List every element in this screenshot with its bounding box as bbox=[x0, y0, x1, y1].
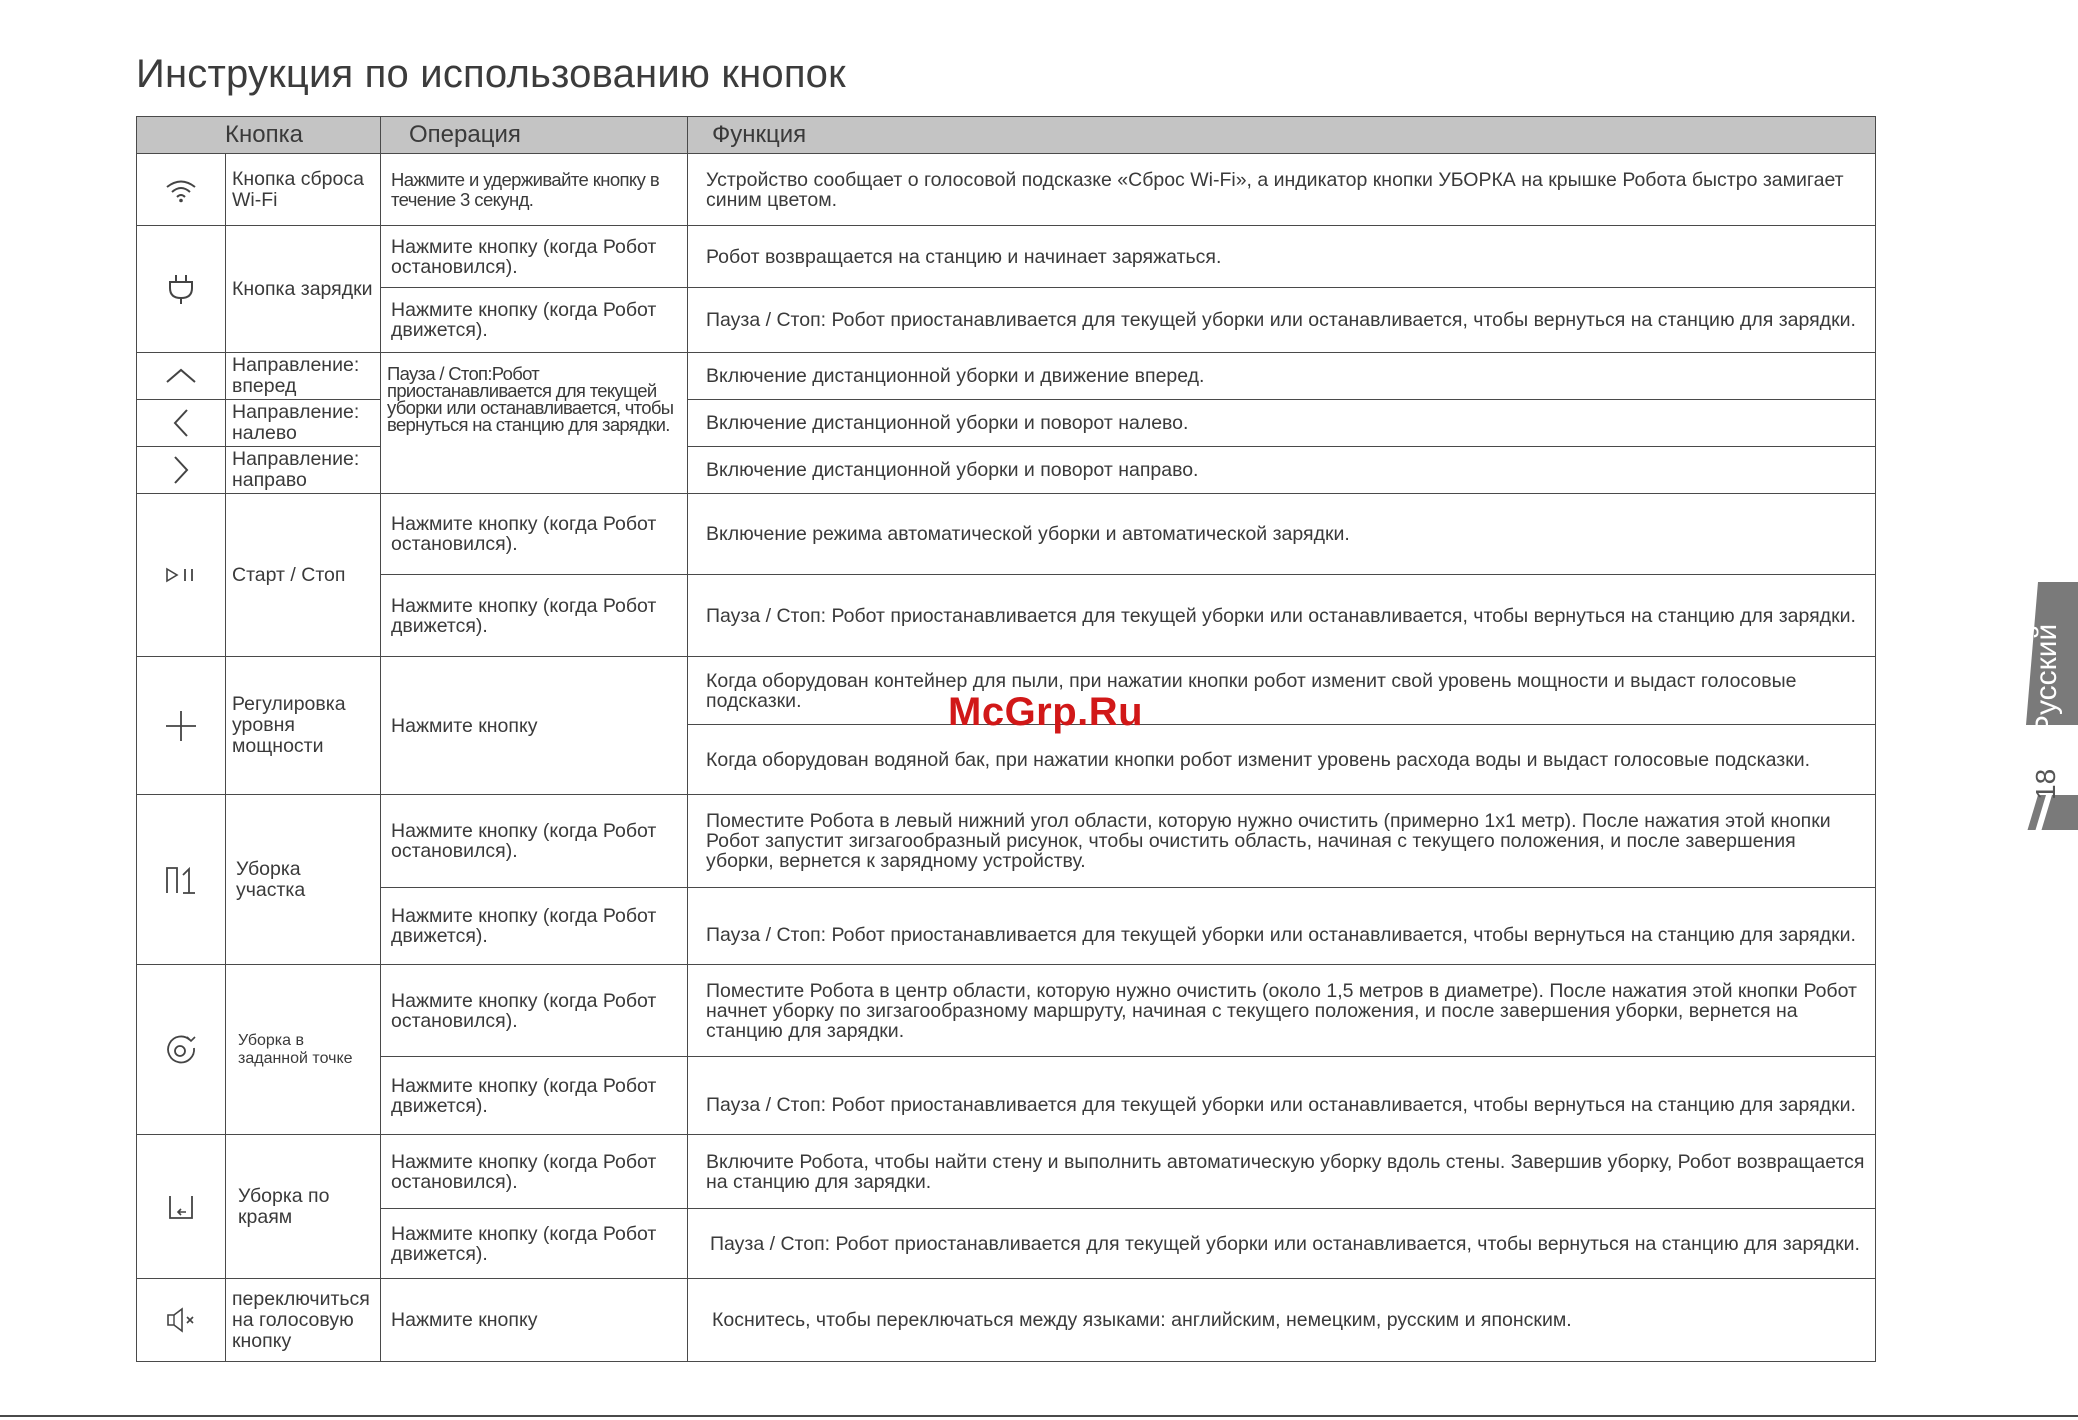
operation-cell: Нажмите кнопку bbox=[381, 1279, 688, 1362]
plus-icon bbox=[137, 657, 226, 795]
function-cell: Когда оборудован водяной бак, при нажатии кнопки робот изменит уровень расхода воды и выдаст голосовые подсказки. bbox=[688, 725, 1876, 795]
header-function: Функция bbox=[688, 117, 1876, 154]
operation-cell: Нажмите кнопку (когда Робот остановился). bbox=[381, 226, 688, 288]
play-pause-icon bbox=[137, 494, 226, 657]
table-row bbox=[137, 1279, 1876, 1362]
operation-cell: Пауза / Стоп:Робот приостанавливается для текущей уборки или останавливается, чтобы вернуться на станцию для зарядки. bbox=[381, 353, 688, 494]
button-name: Направление: вперед bbox=[226, 353, 381, 400]
function-cell: Включение дистанционной уборки и движение вперед. bbox=[688, 353, 1876, 400]
table-row bbox=[137, 795, 1876, 888]
operation-cell: Нажмите кнопку (когда Робот остановился). bbox=[381, 494, 688, 575]
table-row bbox=[137, 888, 1876, 965]
chevron-left-icon bbox=[137, 400, 226, 447]
language-label: Русский bbox=[2030, 623, 2063, 735]
table-row bbox=[137, 965, 1876, 1057]
function-cell: Коснитесь, чтобы переключаться между языками: английским, немецким, русским и японским. bbox=[688, 1279, 1876, 1362]
table-row bbox=[137, 575, 1876, 657]
operation-cell: Нажмите кнопку (когда Робот остановился). bbox=[381, 795, 688, 888]
function-cell: Включение режима автоматической уборки и автоматической зарядки. bbox=[688, 494, 1876, 575]
function-cell: Пауза / Стоп: Робот приостанавливается для текущей уборки или останавливается, чтобы вернуться на станцию для зарядки. bbox=[688, 1209, 1876, 1279]
function-cell: Включите Робота, чтобы найти стену и выполнить автоматическую уборку вдоль стены. Завершив уборку, Робот возвращается на станцию для зарядки. bbox=[688, 1135, 1876, 1209]
operation-cell: Нажмите кнопку (когда Робот движется). bbox=[381, 1209, 688, 1279]
page-number: 18 bbox=[2030, 768, 2061, 800]
bottom-divider bbox=[0, 1415, 2078, 1417]
function-cell: Пауза / Стоп: Робот приостанавливается для текущей уборки или останавливается, чтобы вернуться на станцию для зарядки. bbox=[688, 288, 1876, 353]
function-cell: Пауза / Стоп: Робот приостанавливается для текущей уборки или останавливается, чтобы вернуться на станцию для зарядки. bbox=[688, 1057, 1876, 1135]
button-name: Направление: направо bbox=[226, 447, 381, 494]
header-button: Кнопка bbox=[137, 117, 381, 154]
button-name: Старт / Стоп bbox=[226, 494, 381, 657]
speaker-mute-icon bbox=[137, 1279, 226, 1362]
function-cell: Включение дистанционной уборки и поворот направо. bbox=[688, 447, 1876, 494]
function-cell: Когда оборудован контейнер для пыли, при нажатии кнопки робот изменит свой уровень мощности и выдаст голосовые подсказки. bbox=[688, 657, 1876, 725]
edge-icon bbox=[137, 1135, 226, 1279]
button-name: Регулировка уровня мощности bbox=[226, 657, 381, 795]
plug-icon bbox=[137, 226, 226, 353]
page-title: Инструкция по использованию кнопок bbox=[136, 52, 846, 96]
function-cell: Пауза / Стоп: Робот приостанавливается для текущей уборки или останавливается, чтобы вернуться на станцию для зарядки. bbox=[688, 575, 1876, 657]
function-cell: Робот возвращается на станцию и начинает заряжаться. bbox=[688, 226, 1876, 288]
function-cell: Поместите Робота в левый нижний угол области, которую нужно очистить (примерно 1x1 метр). После нажатия этой кнопки Робот запустит зигзагообразный рисунок, чтобы очистить область, начиная с текущего положения, и после завершения уборки, вернется к зарядному устройству. bbox=[688, 795, 1876, 888]
table-row bbox=[137, 494, 1876, 575]
spot-icon bbox=[137, 965, 226, 1135]
operation-cell: Нажмите кнопку (когда Робот движется). bbox=[381, 288, 688, 353]
table-row bbox=[137, 1135, 1876, 1209]
table-header-row bbox=[137, 117, 1876, 154]
table-row bbox=[137, 1057, 1876, 1135]
operation-cell: Нажмите кнопку (когда Робот движется). bbox=[381, 575, 688, 657]
buttons-table bbox=[136, 116, 1876, 1362]
operation-cell: Нажмите кнопку (когда Робот движется). bbox=[381, 1057, 688, 1135]
operation-cell: Нажмите кнопку (когда Робот остановился). bbox=[381, 965, 688, 1057]
zigzag-icon bbox=[137, 795, 226, 965]
table-row bbox=[137, 288, 1876, 353]
function-cell: Поместите Робота в центр области, которую нужно очистить (около 1,5 метров в диаметре). После нажатия этой кнопки Робот начнет уборку по зигзагообразному маршруту, начиная с текущего положения, и после завершения уборки, вернется на станцию для зарядки. bbox=[688, 965, 1876, 1057]
watermark: McGrp.Ru bbox=[948, 690, 1144, 734]
operation-cell: Нажмите кнопку (когда Робот движется). bbox=[381, 888, 688, 965]
operation-cell: Нажмите кнопку (когда Робот остановился). bbox=[381, 1135, 688, 1209]
table-row bbox=[137, 1209, 1876, 1279]
function-cell: Пауза / Стоп: Робот приостанавливается для текущей уборки или останавливается, чтобы вернуться на станцию для зарядки. bbox=[688, 888, 1876, 965]
operation-cell: Нажмите и удерживайте кнопку в течение 3 секунд. bbox=[381, 154, 688, 226]
button-name: Кнопка зарядки bbox=[226, 226, 381, 353]
button-name: Уборка по краям bbox=[226, 1135, 381, 1279]
function-cell: Устройство сообщает о голосовой подсказке «Сброс Wi-Fi», а индикатор кнопки УБОРКА на крышке Робота быстро замигает синим цветом. bbox=[688, 154, 1876, 226]
button-name: Уборка участка bbox=[226, 795, 381, 965]
chevron-up-icon bbox=[137, 353, 226, 400]
table-row bbox=[137, 226, 1876, 288]
wifi-icon bbox=[137, 154, 226, 226]
button-name: Уборка в заданной точке bbox=[226, 965, 381, 1135]
table-row bbox=[137, 353, 1876, 400]
button-name: переключиться на голосовую кнопку bbox=[226, 1279, 381, 1362]
button-name: Направление: налево bbox=[226, 400, 381, 447]
function-cell: Включение дистанционной уборки и поворот налево. bbox=[688, 400, 1876, 447]
table-row bbox=[137, 154, 1876, 226]
operation-cell: Нажмите кнопку bbox=[381, 657, 688, 795]
button-name: Кнопка сброса Wi-Fi bbox=[226, 154, 381, 226]
chevron-right-icon bbox=[137, 447, 226, 494]
header-operation: Операция bbox=[381, 117, 688, 154]
